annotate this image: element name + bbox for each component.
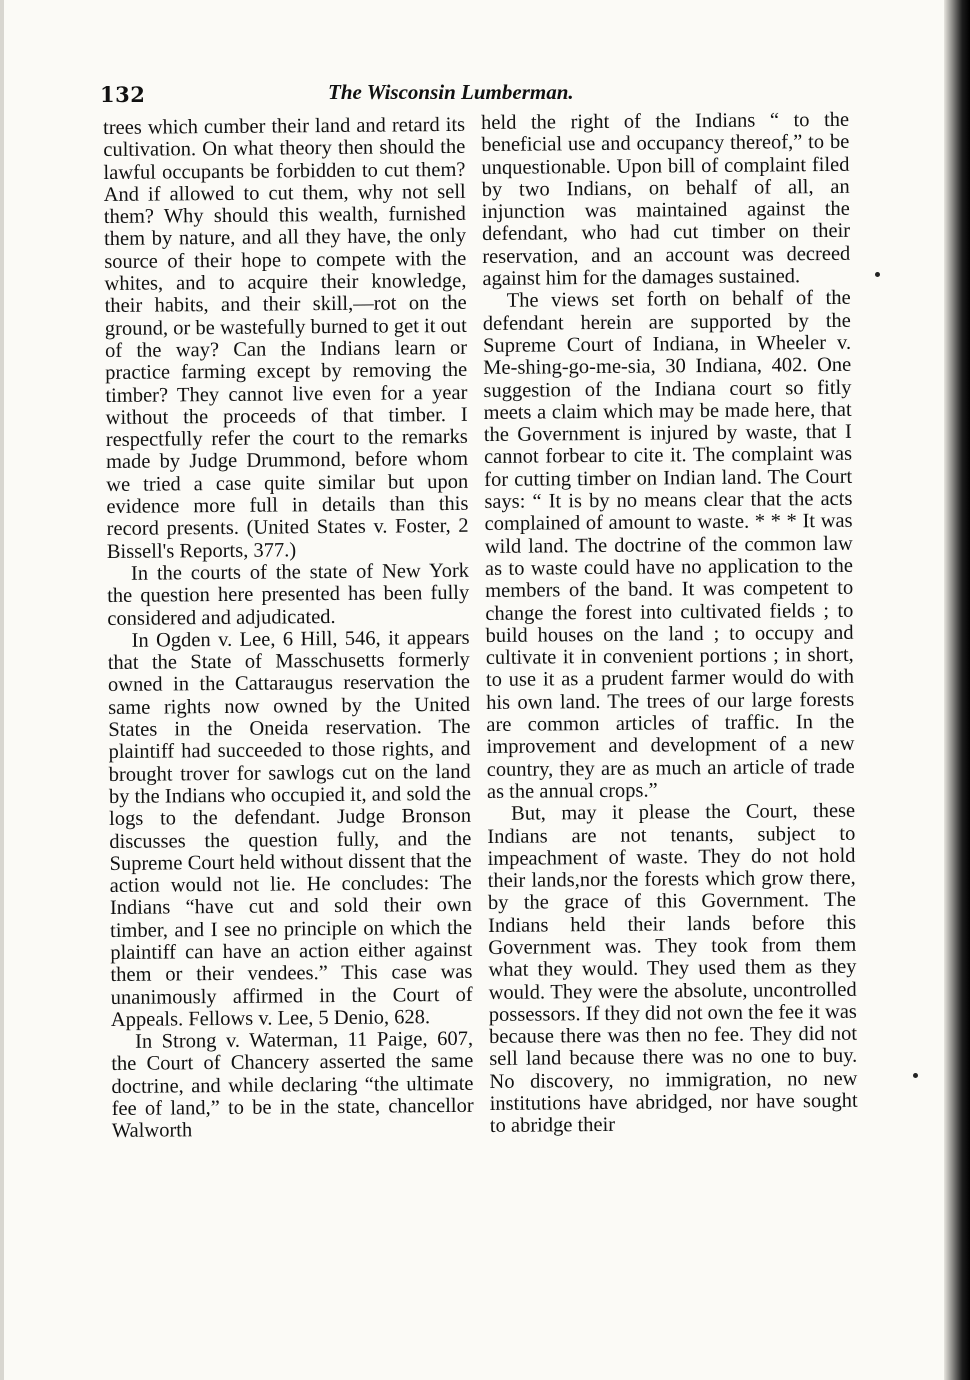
margin-speck [875, 272, 880, 277]
right-column [481, 109, 858, 1138]
paragraph: In the courts of the state of New York the question here presented has been fully considered and adjudicated. [107, 559, 470, 630]
paragraph: But, may it please the Court, these Indians are not tenants, subject to impeachment of waste. They do not hold their lands,nor the forests which grow there, by the grace of this Government. The Indians held their lands before this Government was. They took from them what they would. They used them as they would. They were the absolute, uncontrolled possessors. If they did not own the fee it was because there was then no fee. They did not sell land because there was no one to buy. No discovery, no immigration, no new institutions have abridged, nor have sought to abridge their [487, 799, 858, 1138]
running-head: The Wisconsin Lumberman. [328, 80, 574, 104]
paragraph: trees which cumber their land and retard its cultivation. On what theory then should the lawful occupants be forbidden to cut them? And if allowed to cut them, why not sell them? Why should this wealth, furnished them by nature, and all they have, the only source of their hope to compete with the whites, and to acquire their knowledge, their habits, and their skill,—rot on the ground, or be wastefully burned to get it out of the way? Can the Indians learn or practice farming except by removing the timber? They cannot live even for a year without the proceeds of that timber. I respectfully refer the court to the remarks made by Judge Drummond, before whom we tried a case quite similar but upon evidence more full in details than this record presents. (United States v. Foster, 2 Bissell's Reports, 377.) [103, 113, 469, 563]
paragraph: held the right of the Indians “ to the beneficial use and occupancy thereof,” to be unquestionable. Upon bill of complaint filed by two Indians, on behalf of all, an injunction was maintained against the defendant, who had cut timber on their reservation, and an account was decreed against him for the damages sustained. [481, 108, 851, 291]
page-left-edge [0, 0, 4, 1380]
left-column [103, 114, 474, 1143]
margin-speck [913, 1073, 918, 1078]
paragraph: The views set forth on behalf of the defendant herein are supported by the Supreme Court of Indiana, in Wheeler v. Me-shing-go-me-sia, 30 Indiana, 402. One suggestion of the Indiana court so fitly meets a claim which may be made here, that the Government is injured by waste, that I cannot forbear to cite it. The complaint was for cutting timber on Indian land. The Court says: “ It is by no means clear that the acts complained of amount to waste. * * * It was wild land. The doctrine of the common law as to waste could have no application to the members of the band. It was competent to change the forest into cultivated fields ; to build houses on the land ; to occupy and cultivate it in convenient portions ; in short, to use it as a prudent farmer would do with his own land. The trees of our large forests are common articles of traffic. In the improvement and development of a new country, they are as much an article of trade as the annual crops.” [482, 287, 855, 803]
paragraph: In Strong v. Waterman, 11 Paige, 607, the Court of Chancery asserted the same doctrine, and while declaring “the ultimate fee of land,” to be in the state, chancellor Walworth [111, 1027, 474, 1143]
page-number: 132 [100, 82, 146, 107]
paragraph: In Ogden v. Lee, 6 Hill, 546, it appears that the State of Masschusetts formerly owned in the Cattaraugus reservation the same rights now owned by the United States in the Oneida reservation. The plaintiff had succeeded to those rights, and brought trover for sawlogs cut on the land by the Indians who occupied it, and sold the logs to the defendant. Judge Bronson discusses the question fully, and the Supreme Court held without dissent that the action would not lie. He concludes: The Indians “have cut and sold their own timber, and I see no principle on which the plaintiff can have an action either against them or their vendees.” This case was unanimously affirmed in the Court of Appeals. Fellows v. Lee, 5 Denio, 628. [107, 626, 473, 1031]
book-gutter-shadow [944, 0, 970, 1380]
page-header [100, 78, 610, 112]
